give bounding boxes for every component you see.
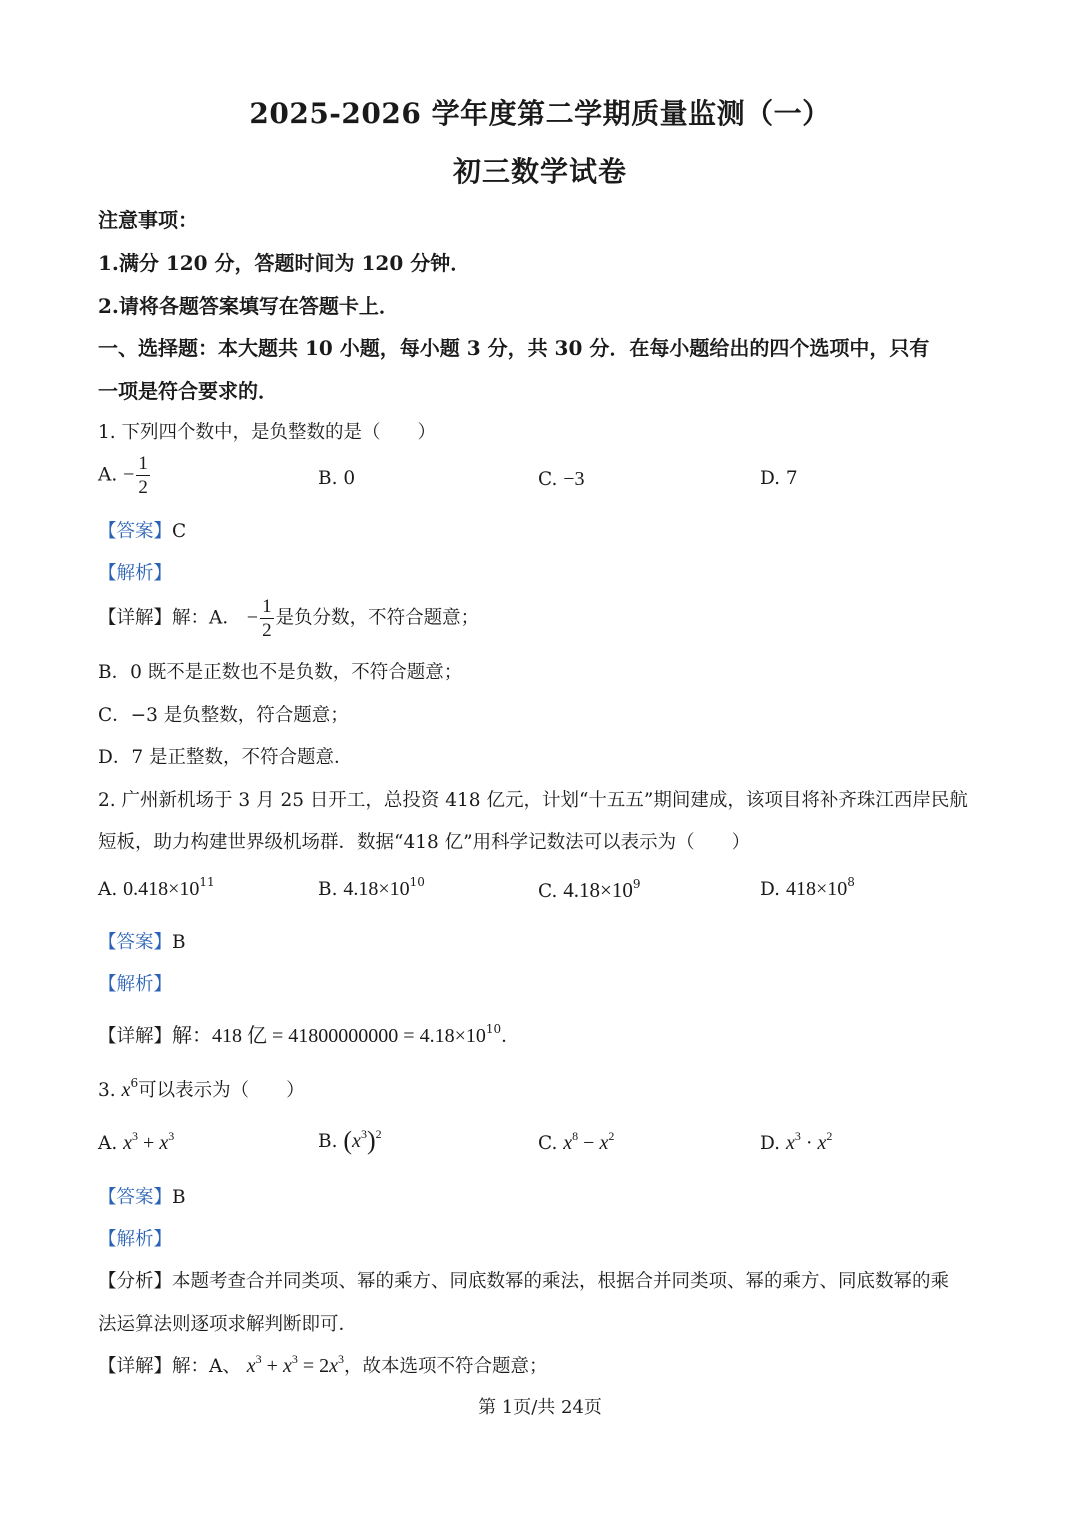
q1-option-c-value: −3 bbox=[563, 468, 585, 490]
notice-item-2: 2.请将各题答案填写在答题卡上． bbox=[98, 294, 399, 318]
answer-tag: 【答案】 bbox=[98, 1187, 173, 1208]
q2-option-c-exponent: 9 bbox=[632, 877, 641, 891]
q1-detail-sign: − bbox=[246, 606, 259, 629]
notice-item-1: 1.满分 120 分，答题时间为 120 分钟． bbox=[98, 251, 471, 275]
q1-stem: 1. 下列四个数中，是负整数的是（ ） bbox=[98, 422, 437, 443]
q2-stem-line2: 短板，助力构建世界级机场群．数据“418 亿”用科学记数法可以表示为（ ） bbox=[98, 832, 751, 853]
q3-fenxi-text: 本题考查合并同类项、幂的乘方、同底数幂的乘法，根据合并同类项、幂的乘方、同底数幂的乘 bbox=[172, 1271, 950, 1292]
q3-detail-a bbox=[98, 1352, 548, 1378]
q3-option-b bbox=[318, 1126, 382, 1156]
q3-a-x1: x bbox=[123, 1132, 133, 1154]
q2-option-b-label: B. bbox=[318, 879, 338, 900]
q2-option-d-exponent: 8 bbox=[847, 875, 855, 889]
q3-option-b-label: B. bbox=[318, 1131, 338, 1152]
notice-heading: 注意事项： bbox=[98, 208, 198, 232]
q3-detail-x1: x bbox=[246, 1355, 256, 1377]
q1-detail-d: D．7 是正整数，不符合题意． bbox=[98, 747, 353, 768]
q1-option-a bbox=[98, 454, 152, 497]
q3-analysis-tag: 【解析】 bbox=[98, 1229, 173, 1250]
q3-answer-value: B bbox=[172, 1187, 186, 1208]
q2-option-b-base: 4.18×10 bbox=[343, 878, 410, 900]
q1-detail-fraction bbox=[260, 597, 274, 640]
q3-d-x1: x bbox=[785, 1132, 795, 1154]
q3-option-d-expr: $x^3 \cdot x^2$ bbox=[785, 1129, 833, 1154]
q1-detail-denominator: 2 bbox=[262, 620, 272, 641]
q1-option-a-numerator: 1 bbox=[138, 453, 148, 474]
answer-tag: 【答案】 bbox=[98, 521, 173, 542]
q3-exponent: 6 bbox=[130, 1076, 139, 1090]
q2-option-a-exponent: 11 bbox=[199, 875, 215, 889]
q1-detail-a-text: 是负分数，不符合题意； bbox=[275, 607, 480, 629]
q3-c-x1: x bbox=[563, 1132, 573, 1154]
q2-option-a bbox=[98, 875, 215, 901]
q3-d-x2: x bbox=[817, 1132, 827, 1154]
q3-option-a-expr: $x^3 + x^3$ bbox=[123, 1129, 175, 1154]
q1-detail-prefix: 解：A． bbox=[172, 607, 241, 629]
q3-option-a-label: A. bbox=[98, 1133, 118, 1154]
q2-stem-line1: 2. 广州新机场于 3 月 25 日开工，总投资 418 亿元，计划“十五五”期间建成，该项目将补齐珠江西岸民航 bbox=[98, 790, 968, 811]
q3-stem-rest: 可以表示为（ ） bbox=[138, 1080, 305, 1101]
q2-option-d-label: D. bbox=[760, 879, 781, 900]
answer-tag: 【答案】 bbox=[98, 932, 173, 953]
q1-detail-c: C．−3 是负整数，符合题意； bbox=[98, 705, 349, 726]
q3-fenxi-line2: 法运算法则逐项求解判断即可． bbox=[98, 1314, 358, 1335]
q3-detail-suffix: ，故本选项不符合题意； bbox=[344, 1356, 548, 1377]
q3-detail-x2: x bbox=[282, 1355, 292, 1377]
q2-option-b-exponent: 10 bbox=[409, 875, 425, 889]
q1-option-c-label: C. bbox=[538, 469, 558, 490]
q1-answer bbox=[98, 517, 186, 543]
q2-option-c-base: 4.18×10 bbox=[563, 878, 633, 902]
q2-option-c-label: C. bbox=[538, 881, 558, 902]
q3-option-c-label: C. bbox=[538, 1133, 558, 1154]
q3-c-x2: x bbox=[599, 1132, 609, 1154]
q3-detail-prefix: 解：A、 bbox=[172, 1356, 241, 1377]
q2-detail bbox=[98, 1019, 520, 1048]
q2-detail-text: 解：418 亿 = 41800000000 = 4.18×10 bbox=[172, 1025, 486, 1047]
q3-option-c bbox=[538, 1129, 615, 1155]
q3-fenxi-line1 bbox=[98, 1267, 949, 1293]
page-number: 第 1页/共 24页 bbox=[478, 1397, 602, 1418]
q3-option-a bbox=[98, 1129, 175, 1155]
q2-option-b bbox=[318, 875, 425, 901]
q3-variable: x bbox=[121, 1079, 131, 1101]
q3-option-d bbox=[760, 1129, 833, 1155]
q2-option-c bbox=[538, 878, 641, 903]
q3-detail-expr: $x^3 + x^3 = 2x^3$ bbox=[246, 1352, 345, 1377]
q3-option-b-expr: $(x^3)^2$ bbox=[343, 1126, 382, 1155]
q3-detail-x3: x bbox=[329, 1355, 339, 1377]
section-heading-line1: 一、选择题：本大题共 10 小题，每小题 3 分，共 30 分．在每小题给出的四个选项中，只有 bbox=[98, 336, 930, 360]
detail-tag: 【详解】 bbox=[98, 1356, 173, 1377]
q3-stem bbox=[98, 1076, 305, 1102]
q1-option-b: B. 0 bbox=[318, 468, 356, 489]
q2-option-d-base: 418×10 bbox=[785, 878, 848, 900]
q1-option-a-fraction bbox=[136, 454, 150, 497]
q2-answer-value: B bbox=[172, 932, 186, 953]
q2-option-a-label: A. bbox=[98, 879, 118, 900]
q2-option-a-base: 0.418×10 bbox=[123, 878, 200, 900]
q3-number: 3. bbox=[98, 1080, 116, 1101]
q1-detail-a bbox=[98, 597, 479, 640]
q1-detail-numerator: 1 bbox=[262, 596, 272, 617]
q3-answer bbox=[98, 1183, 186, 1209]
exam-subtitle: 初三数学试卷 bbox=[452, 155, 627, 188]
q3-option-c-expr: $x^8 - x^2$ bbox=[563, 1129, 615, 1154]
fenxi-tag: 【分析】 bbox=[98, 1271, 173, 1292]
q2-answer bbox=[98, 928, 186, 954]
q1-option-d: D. 7 bbox=[760, 468, 798, 489]
q2-detail-end: ． bbox=[501, 1026, 520, 1047]
exam-title: 2025-2026 学年度第二学期质量监测（一） bbox=[249, 97, 831, 130]
q2-detail-exponent: 10 bbox=[485, 1022, 502, 1036]
q1-option-a-label: A. bbox=[98, 464, 118, 486]
q1-analysis-tag: 【解析】 bbox=[98, 563, 173, 584]
q1-option-a-denominator: 2 bbox=[138, 477, 148, 498]
q3-a-x2: x bbox=[159, 1132, 169, 1154]
q1-detail-b: B．0 既不是正数也不是负数，不符合题意； bbox=[98, 662, 463, 683]
q1-option-c bbox=[538, 468, 585, 491]
q3-b-x: x bbox=[352, 1130, 361, 1152]
q1-answer-value: C bbox=[172, 521, 187, 542]
detail-tag: 【详解】 bbox=[98, 1026, 173, 1047]
q1-option-a-sign: − bbox=[123, 463, 135, 486]
q2-option-d bbox=[760, 875, 855, 901]
q2-analysis-tag: 【解析】 bbox=[98, 974, 173, 995]
section-heading-line2: 一项是符合要求的． bbox=[98, 379, 278, 403]
detail-tag: 【详解】 bbox=[98, 607, 173, 629]
q3-option-d-label: D. bbox=[760, 1133, 781, 1154]
